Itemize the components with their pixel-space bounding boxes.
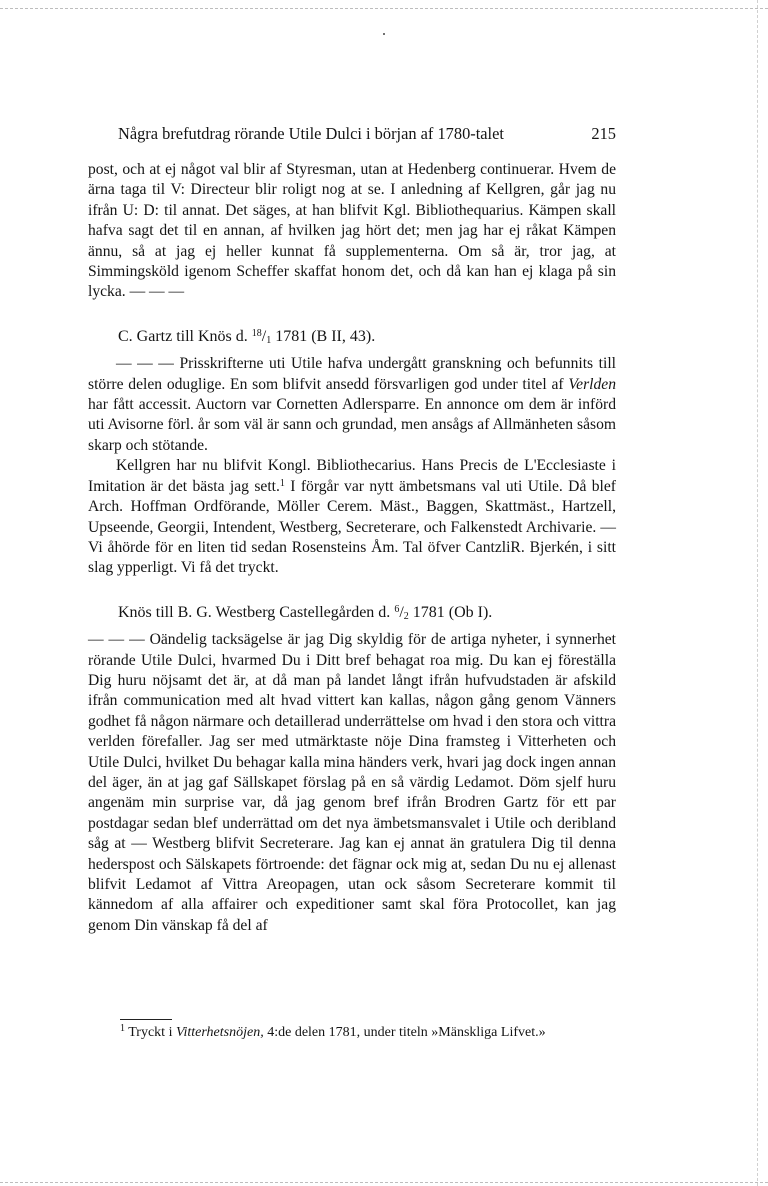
footnote: $^1$ Tryckt i Vitterhetsnöjen, 4:de delen 1781, under titeln »Mänskliga Lifvet.» <box>120 1023 546 1040</box>
letter-heading-knos: Knös till B. G. Westberg Castellegården d. $^6/_2$ 1781 (Ob I). <box>118 603 493 622</box>
paragraph-prize-essays: — — — Prisskrifterne uti Utile hafva undergått granskning och befunnits till större delen oduglige. En som blifvit ansedd försvarligen god under titel af Verlden har fått accessit. Auctorn var Cornetten Adlersparre. En annonce om dem är införd uti Avisorne förl. år som väl är sann och grundad, men ansågs af Allmänheten såsom skarp och stötande. <box>88 355 616 454</box>
letter-heading-gartz: C. Gartz till Knös d. $^{18}/_1$ 1781 (B II, 43). <box>118 327 376 346</box>
paragraph-continued-letter: post, och at ej något val blir af Styresman, utan at Hedenberg continuerar. Hvem de ärna taga til V: Directeur blir roligt nog at se. I anledning af Kellgren, går jag nu ifrån U: D: til annat. Det säges, at han blifvit Kgl. Bibliothequarius. Kämpen skall hafva sagt det til en annan, af hvilken jag hört det; men jag har ej råkat Kämpen ännu, så at jag ej heller kunnat få supplementerna. Om så är, tror jag, at Simmingsköld igenom Scheffer skaffat honom det, och då kan han ej klaga på sin lycka. — — — <box>88 161 616 301</box>
date-fraction: $^{18}/_1$ <box>251 327 272 346</box>
footnote-reference: 1 <box>279 477 285 489</box>
scan-speck <box>383 33 385 35</box>
page-body <box>88 160 616 936</box>
paragraph-knos-letter: — — — Oändelig tacksägelse är jag Dig skyldig för de artiga nyheter, i synnerhet rörande Utile Dulci, hvarmed Du i Ditt bref behagat roa mig. Du kan ej föreställa Dig huru nöjsamt det är, at då man på landet långt ifrån hufvudstaden är afskild ifrån communication med alt hvad vittert kan kallas, någon gång genom Vänners godhet få någon närmare och detaillerad underrättelse om hvad i den stora och vittra verlden förefaller. Jag ser med utmärktaste nöje Dina framsteg i Vitterheten och Utile Dulci, hvilket Du behagar kalla mina händers verk, hvari jag dock ingen annan del äger, än at jag gaf Sällskapet förslag på en så värdig Ledamot. Döm sjelf huru angenäm min surprise var, då jag genom bref ifrån Brodren Gartz för ett par postdagar sedan blef underrättad om det nya ämbetsmansvalet i Utile och deribland såg at — Westberg blifvit Secreterare. Jag kan ej annat än gratulera Dig til denna hederspost och Sälskapets förtroende: det fägnar ock mig at, sedan Du nu ej allenast blifvit Ledamot af Vittra Areopagen, utan ock såsom Secreterare kommit til kännedom af alla affairer och expeditioner samt skal föra Protocollet, kan jag genom Din vänskap få del af <box>88 631 616 934</box>
date-fraction: $^6/_2$ <box>394 603 409 622</box>
scan-edge-right <box>757 0 759 1186</box>
scan-edge-bottom <box>0 1182 768 1184</box>
running-title: Några brefutdrag rörande Utile Dulci i början af 1780-talet <box>118 124 504 143</box>
paragraph-kellgren: Kellgren har nu blifvit Kongl. Bibliothecarius. Hans Precis de L'Ecclesiaste i Imitation är det bästa jag sett.$^1$ I förgår var nytt ämbetsmans val uti Utile. Då blef Arch. Hoffman Ordförande, Möller Cerem. Mäst., Baggen, Skattmäst., Hartzell, Upseende, Georgii, Intendent, Westberg, Secreterare, och Falkenstedt Archivarie. — Vi åhörde för en liten tid sedan Rosensteins Åm. Tal öfver CantzliR. Bjerkén, i sitt slag ypperligt. Vi få det tryckt. <box>88 457 616 577</box>
footnote-rule <box>120 1019 172 1020</box>
page-number: 215 <box>591 124 616 143</box>
scan-edge-top <box>0 8 768 10</box>
